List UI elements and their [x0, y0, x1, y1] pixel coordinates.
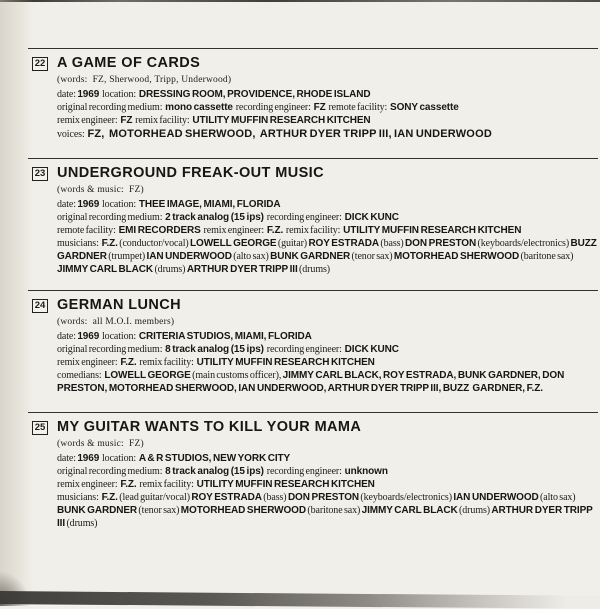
track-section-23 — [28, 158, 598, 290]
page-corner-curl — [0, 572, 30, 606]
credit-label: recording engineer: — [263, 466, 345, 477]
credit-label: remix engineer: — [57, 357, 121, 368]
credit-value: IAN UNDERWOOD — [453, 492, 539, 503]
track-heading — [34, 55, 598, 72]
credit-value: JIMMY CARL BLACK, ROY ESTRADA, BUNK GARDNER, DON PRESTON, MOTORHEAD SHERWOOD, IAN UNDERWOOD, ARTHUR DYER TRIPP III, BUZZ GARDNER, F.Z. — [57, 370, 566, 394]
credit-line — [57, 198, 598, 211]
credit-value: 8 track analog (15 ips) — [165, 466, 264, 477]
scan-bottom-edge — [0, 591, 600, 609]
credit-label: date: — [57, 199, 78, 210]
credit-label: location: — [99, 199, 139, 210]
words-credit-line: (words: all M.O.I. members) — [57, 317, 175, 327]
credit-value: UTILITY MUFFIN RESEARCH KITCHEN — [196, 479, 375, 490]
credit-label: location: — [99, 453, 139, 464]
credit-label: remix engineer: — [57, 479, 121, 490]
credit-label: remix facility: — [132, 115, 193, 126]
credit-value: ARTHUR DYER TRIPP III — [186, 264, 298, 275]
credit-value: MOTORHEAD SHERWOOD — [393, 251, 520, 262]
credit-value: 1969 — [77, 331, 100, 342]
track-number-badge: 23 — [32, 167, 48, 181]
credit-label: recording engineer: — [263, 212, 345, 223]
credit-value: F.Z. — [101, 492, 118, 503]
credit-value: DON PRESTON — [405, 238, 477, 249]
credit-value: UTILITY MUFFIN RESEARCH KITCHEN — [192, 115, 371, 126]
words-credit-line: (words & music: FZ) — [57, 185, 144, 195]
credit-label: (drums) — [457, 505, 492, 516]
credit-value: MOTORHEAD SHERWOOD — [180, 505, 306, 516]
credit-line — [57, 369, 598, 395]
credit-label: (drums) — [65, 518, 98, 529]
credit-line — [57, 224, 598, 237]
credit-value: UTILITY MUFFIN RESEARCH KITCHEN — [196, 357, 375, 368]
credit-label: recording engineer: — [263, 344, 345, 355]
credit-value: ROY ESTRADA — [191, 492, 262, 503]
credit-label: date: — [57, 331, 78, 342]
track-heading — [34, 297, 598, 314]
credit-value: 1969 — [77, 199, 100, 210]
credit-label: (alto sax) — [538, 492, 577, 503]
credit-label: (tenor sax) — [137, 505, 181, 516]
credit-value: UTILITY MUFFIN RESEARCH KITCHEN — [343, 225, 522, 236]
credit-value: F.Z. — [120, 357, 137, 368]
credit-line — [57, 356, 598, 369]
credit-label: original recording medium: — [57, 466, 166, 477]
words-credit-line: (words: FZ, Sherwood, Tripp, Underwood) — [57, 75, 232, 85]
credit-label: (drums) — [297, 264, 331, 275]
credit-label: original recording medium: — [57, 344, 166, 355]
credit-value: JIMMY CARL BLACK — [361, 505, 458, 516]
credit-label: remix engineer: — [57, 115, 121, 126]
track-title: GERMAN LUNCH — [57, 297, 182, 313]
credit-line — [57, 452, 598, 465]
credit-value: DICK KUNC — [344, 212, 399, 223]
credit-label: location: — [99, 331, 139, 342]
credit-value: FZ — [313, 102, 326, 113]
credit-label: recording engineer: — [232, 102, 314, 113]
credit-label: (guitar) — [276, 238, 309, 249]
credit-label: remote facility: — [325, 102, 391, 113]
credit-value: IAN UNDERWOOD — [146, 251, 232, 262]
credit-label: (alto sax) — [231, 251, 271, 262]
credit-line — [57, 211, 598, 224]
credit-value: LOWELL GEORGE — [104, 370, 191, 381]
words-credit-line: (words & music: FZ) — [57, 439, 144, 449]
credit-label: remix facility: — [136, 357, 197, 368]
credit-label: date: — [57, 453, 78, 464]
credit-value: ROY ESTRADA — [308, 238, 379, 249]
credit-value: SONY cassette — [390, 102, 459, 113]
credit-line — [57, 127, 598, 142]
track-title: A GAME OF CARDS — [57, 55, 201, 71]
track-number-badge: 24 — [32, 299, 48, 313]
credit-label: date: — [57, 89, 78, 100]
credit-value: mono cassette — [165, 102, 233, 113]
track-section-25 — [28, 412, 598, 550]
credit-label: location: — [99, 89, 139, 100]
credit-label: (trumpet) — [106, 251, 147, 262]
track-section-22 — [28, 48, 598, 158]
credit-value: BUNK GARDNER — [57, 505, 138, 516]
track-heading — [34, 165, 598, 182]
credit-value: 2 track analog (15 ips) — [165, 212, 264, 223]
credit-value: FZ, MOTORHEAD SHERWOOD, ARTHUR DYER TRIPP III, IAN UNDERWOOD — [87, 128, 492, 140]
credit-label: (keyboards/electronics) — [476, 238, 571, 249]
track-heading — [34, 419, 598, 436]
credit-label: (tenor sax) — [350, 251, 394, 262]
credit-label: musicians: — [57, 492, 102, 503]
credit-label: (drums) — [153, 264, 187, 275]
credit-label: (bass) — [261, 492, 288, 503]
credit-label: remote facility: — [57, 225, 119, 236]
credit-label: (conductor/vocal) — [117, 238, 191, 249]
credit-value: DRESSING ROOM, PROVIDENCE, RHODE ISLAND — [138, 89, 371, 100]
track-credits-list — [28, 48, 598, 550]
credit-value: JIMMY CARL BLACK — [57, 264, 154, 275]
track-title: UNDERGROUND FREAK-OUT MUSIC — [57, 165, 324, 181]
credit-label: (baritone sax) — [519, 251, 575, 262]
credit-label: (bass) — [378, 238, 406, 249]
credit-value: 1969 — [77, 453, 100, 464]
credit-value: unknown — [344, 466, 388, 477]
credit-value: EMI RECORDERS — [118, 225, 201, 236]
credit-label: remix facility: — [283, 225, 344, 236]
credit-label: remix engineer: — [200, 225, 267, 236]
credit-value: 8 track analog (15 ips) — [165, 344, 264, 355]
credit-label: musicians: — [57, 238, 102, 249]
credit-value: BUZZ GARDNER — [57, 238, 599, 262]
credit-value: LOWELL GEORGE — [190, 238, 277, 249]
credit-label: (main customs officer), — [190, 370, 283, 381]
credit-value: DICK KUNC — [344, 344, 399, 355]
credit-line — [57, 237, 598, 276]
credit-value: 1969 — [77, 89, 100, 100]
track-number-badge: 25 — [32, 421, 48, 435]
scan-top-edge — [0, 0, 600, 2]
credit-value: F.Z. — [101, 238, 118, 249]
credit-line — [57, 101, 598, 114]
credit-line — [57, 88, 598, 101]
credit-value: DON PRESTON — [287, 492, 359, 503]
credit-label: original recording medium: — [57, 102, 166, 113]
credit-line — [57, 330, 598, 343]
credit-label: (baritone sax) — [305, 505, 362, 516]
track-title: MY GUITAR WANTS TO KILL YOUR MAMA — [57, 419, 362, 435]
track-section-24 — [28, 290, 598, 412]
credit-value: ARTHUR DYER TRIPP III — [57, 505, 595, 529]
credit-value: A & R STUDIOS, NEW YORK CITY — [138, 453, 291, 464]
credit-line — [57, 478, 598, 491]
credit-value: F.Z. — [120, 479, 137, 490]
credit-value: FZ — [120, 115, 133, 126]
credit-label: (keyboards/electronics) — [359, 492, 454, 503]
track-number-badge: 22 — [32, 57, 48, 71]
credit-value: BUNK GARDNER — [270, 251, 351, 262]
credit-line — [57, 465, 598, 478]
credit-label: (lead guitar/vocal) — [117, 492, 192, 503]
credit-value: CRITERIA STUDIOS, MIAMI, FLORIDA — [138, 331, 312, 342]
credit-value: THEE IMAGE, MIAMI, FLORIDA — [138, 199, 281, 210]
credit-line — [57, 114, 598, 127]
credit-line — [57, 491, 598, 530]
credit-label: remix facility: — [136, 479, 197, 490]
credit-label: comedians: — [57, 370, 105, 381]
credit-label: voices: — [57, 129, 88, 140]
credit-line — [57, 343, 598, 356]
credit-value: F.Z. — [266, 225, 284, 236]
credit-label: original recording medium: — [57, 212, 166, 223]
